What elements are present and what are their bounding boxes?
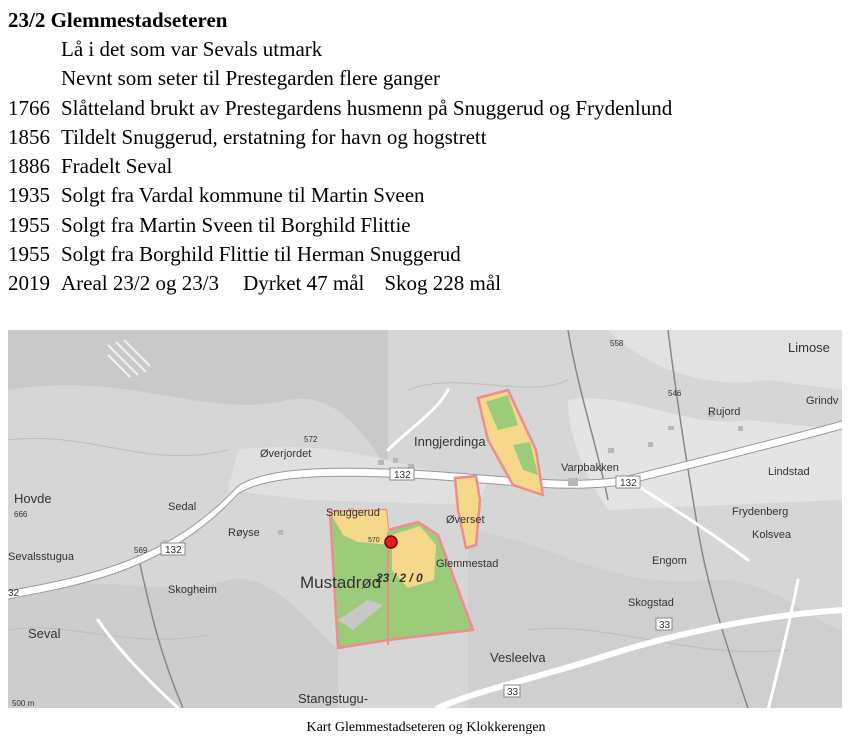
dyrket-text: Dyrket 47 mål (243, 271, 365, 296)
place-label: Seval (28, 626, 61, 641)
place-label: Hovde (14, 491, 52, 506)
place-label: Varpbakken (561, 462, 619, 474)
place-label: Skogstad (628, 597, 674, 609)
entry-text: Tildelt Snuggerud, erstatning for havn og hogstrett (61, 124, 487, 149)
place-label: Lindstad (768, 466, 810, 478)
property-map (8, 330, 842, 708)
document-title: 23/2 Glemmestadseteren (8, 8, 228, 32)
history-entry (8, 152, 844, 181)
entry-text: Solgt fra Martin Sveen til Borghild Flittie (61, 212, 411, 237)
entry-year: 1955 (8, 242, 50, 267)
entry-year: 1935 (8, 183, 50, 208)
place-label: Vesleelva (490, 650, 546, 665)
map-caption: Kart Glemmestadseteren og Klokkerengen (306, 720, 546, 735)
road-number: 33 (507, 687, 519, 698)
place-label: Frydenberg (732, 506, 789, 518)
entry-year: 1856 (8, 124, 50, 149)
place-label: Kolsvea (752, 529, 792, 541)
skog-text: Skog 228 mål (384, 271, 502, 296)
history-entry (8, 240, 844, 269)
history-entry (8, 94, 844, 123)
place-label: Røyse (228, 527, 260, 539)
history-entry-2019 (8, 269, 844, 298)
entry-year: 1886 (8, 154, 50, 179)
history-line: Nevnt som seter til Prestegarden flere ganger (61, 66, 441, 91)
document-text (8, 6, 844, 299)
history-entry (8, 123, 844, 152)
entry-text: Fradelt Seval (61, 154, 173, 179)
place-label: Inngjerdinga (414, 434, 486, 449)
place-label: Rujord (708, 406, 741, 418)
location-point (385, 536, 397, 548)
place-label: Engom (652, 555, 687, 567)
place-label: Grindv (806, 395, 839, 407)
parcel-label: 23 / 2 / 0 (376, 571, 423, 585)
entry-text: Solgt fra Vardal kommune til Martin Sveen (61, 183, 425, 208)
place-label: Sevalsstugua (8, 551, 75, 563)
entry-year: 1766 (8, 95, 50, 120)
height-label: 570 (368, 537, 380, 544)
scale-label: 500 m (12, 699, 35, 708)
place-label: Øverjordet (260, 448, 312, 460)
height-label: 572 (304, 435, 318, 444)
place-label: Sedal (168, 501, 197, 513)
height-label: 569 (134, 546, 148, 555)
map-canvas (8, 330, 842, 708)
road-number: 33 (659, 620, 671, 631)
place-label: Øverset (446, 514, 485, 526)
road-number: 132 (620, 478, 637, 489)
height-label: 558 (610, 339, 624, 348)
place-label: Limose (788, 340, 830, 355)
road-number: 132 (165, 545, 182, 556)
entry-year: 2019 (8, 271, 50, 296)
history-line: Lå i det som var Sevals utmark (61, 37, 323, 61)
place-label: Skogheim (168, 584, 217, 596)
entry-text: Solgt fra Borghild Flittie til Herman Snuggerud (61, 242, 461, 267)
place-label: Stangstugu- (298, 691, 369, 706)
place-label: Glemmestad (436, 558, 499, 570)
place-label: Mustadrød (300, 573, 382, 592)
road-number: 32 (8, 588, 20, 599)
area-text: Areal 23/2 og 23/3 (61, 271, 220, 296)
road-number: 132 (394, 470, 411, 481)
height-label: 546 (668, 389, 682, 398)
entry-year: 1955 (8, 212, 50, 237)
place-label: Snuggerud (326, 507, 380, 519)
history-entry (8, 211, 844, 240)
history-entry (8, 181, 844, 210)
height-label: 666 (14, 510, 28, 519)
entry-text: Slåtteland brukt av Prestegardens husmenn på Snuggerud og Frydenlund (61, 95, 673, 120)
